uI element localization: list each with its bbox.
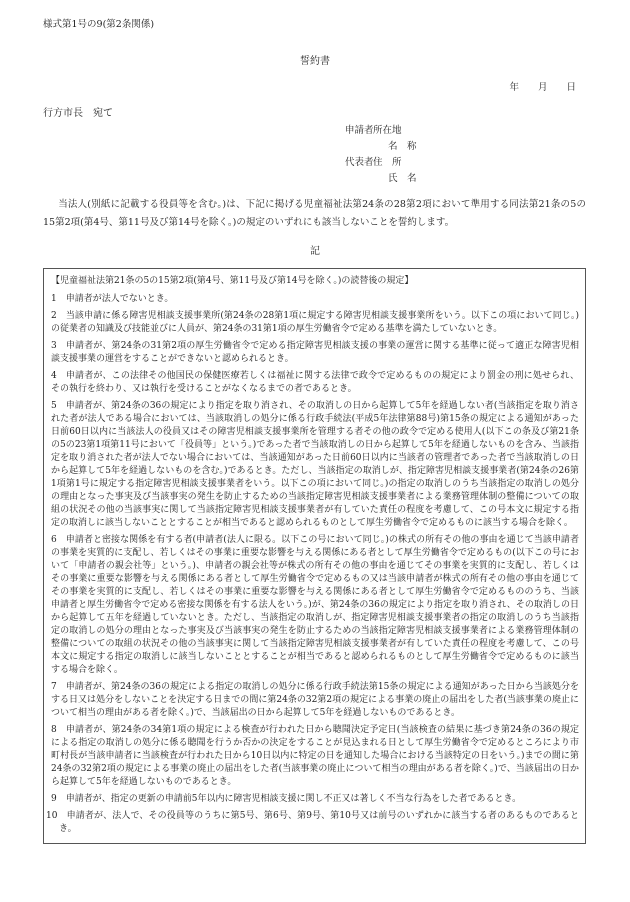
provision-item-2 <box>51 310 579 336</box>
provision-item-10 <box>46 810 579 836</box>
provision-text: 申請者が、この法律その他国民の保健医療若しくは福祉に関する法律で政令で定めるものの規定により罰金の刑に処せられ、その執行を終わり、又は執行を受けることがなくなるまでの者であるとき。 <box>51 371 579 394</box>
provision-text: 申請者が、指定の更新の申請前5年以内に障害児相談支援に関し不正又は著しく不当な行為をした者であるとき。 <box>65 794 522 804</box>
provision-item-3 <box>51 340 579 366</box>
provision-item-9 <box>51 793 579 806</box>
provision-item-1 <box>51 293 579 306</box>
provision-item-7 <box>51 681 579 720</box>
representative-address-label: 住 所 <box>373 157 402 168</box>
provision-number: 9 <box>51 794 57 804</box>
provision-number: 5 <box>51 401 57 411</box>
provision-text: 申請者が法人でないとき。 <box>65 294 174 304</box>
provision-text: 申請者が、第24条の34第1項の規定による検査が行われた日から聴聞決定予定日(当該検査の結果に基づき第24条の36の規定による指定の取消しの処分に係る聴聞を行うか否かの決定をすることが見込まれる日として厚生労働省令で定めるところにより市町村長が当該申請者に当該検査が行われた日から10日以内に特定の日を通知した場合における当該特定の日をいう。)までの間に第24条の32第2項の規定による事業の廃止の届出をした者(当該事業の廃止について相当の理由がある者を除く。)で、当該届出の日から起算して5年を経過しないものであるとき。 <box>51 725 579 787</box>
provision-item-5 <box>51 400 579 530</box>
provision-number: 1 <box>51 294 57 304</box>
provision-text: 申請者が、法人で、その役員等のうちに第5号、第6号、第9号、第10号又は前号のいずれかに該当する者のあるものであるとき。 <box>59 811 579 834</box>
representative-name-label: 氏 名 <box>388 173 417 184</box>
provision-number: 8 <box>51 725 57 735</box>
provision-item-8 <box>51 724 579 789</box>
applicant-name-label: 名 称 <box>388 141 417 152</box>
provisions-box <box>43 268 586 844</box>
applicant-address-label: 所在地 <box>373 125 402 136</box>
provision-text: 申請者が、第24条の36の規定により指定を取り消され、その取消しの日から起算して5年を経過しない者(当該指定を取り消された者が法人である場合においては、当該取消しの処分に係る行政手続法(平成5年法律第88号)第15条の規定による通知があった日前60日以内に当該法人の役員又はその障害児相談支援事業所を管理する者その他の政令で定める使用人(以下この条及び第21条の5の23第1項第11号において「役員等」という。)であった者で当該取消しの日から起算して5年を経過しないものを含み、当該指定を取り消された者が法人でない場合においては、当該通知があった日前60日以内に当該者の管理者であった者で当該取消しの日から起算して5年を経過しないものを含む。)であるとき。ただし、当該指定の取消しが、指定障害児相談支援事業者(第24条の26第1項第1号に規定する指定障害児相談支援事業者をいう。以下この項において同じ。)の指定の取消しのうち当該指定の取消しの処分の理由となった事実及び当該事実の発生を防止するための当該指定障害児相談支援事業者による業務管理体制の整備についての取組の状況その他の当該事実に関して当該指定障害児相談支援事業者が有していた責任の程度を考慮して、この号本文に規定する指定の取消しに該当しないこととすることが相当であると認められるものとして厚生労働省令で定めるものに該当する場合を除く。 <box>51 401 579 528</box>
provision-text: 申請者が、第24条の36の規定による指定の取消しの処分に係る行政手続法第15条の規定による通知があった日から当該処分をする日又は処分をしないことを決定する日までの間に第24条の32第2項の規定による事業の廃止の届出をした者(当該事業の廃止について相当の理由がある者を除く。)で、当該届出の日から起算して5年を経過しないものであるとき。 <box>51 682 579 718</box>
provision-item-4 <box>51 370 579 396</box>
provision-text: 当該申請に係る障害児相談支援事業所(第24条の28第1項に規定する障害児相談支援事業所をいう。以下この項において同じ。)の従業者の知識及び技能並びに人員が、第24条の31第1項の厚生労働省令で定める基準を満たしていないとき。 <box>51 311 579 334</box>
ki-marker: 記 <box>310 246 320 257</box>
representative-label: 代表者 <box>345 157 374 168</box>
provision-number: 3 <box>51 341 57 351</box>
provision-text: 申請者と密接な関係を有する者(申請者(法人に限る。以下この号において同じ。)の株式の所有その他の事由を通じて当該申請者の事業を実質的に支配し、若しくはその事業に重要な影響を与える関係にある者として厚生労働省令で定めるもの(以下この号において「申請者の親会社等」という。)、申請者の親会社等が株式の所有その他の事由を通じてその事業を実質的に支配し、若しくはその事業に重要な影響を与える関係にある者として厚生労働省令で定めるもの又は当該申請者が株式の所有その他の事由を通じてその事業を実質的に支配し、若しくはその事業に重要な影響を与える関係にある者として厚生労働省令で定めるもののうち、当該申請者と厚生労働省令で定める密接な関係を有する法人をいう。)が、第24条の36の規定により指定を取り消され、その取消しの日から起算して五年を経過していないとき。ただし、当該指定の取消しが、指定障害児相談支援事業者の指定の取消しのうち当該指定の取消しの処分の理由となった事実及び当該事実の発生を防止するための当該指定障害児相談支援事業者による業務管理体制の整備についての取組の状況その他の当該事実に関して当該指定障害児相談支援事業者が有していた責任の程度を考慮して、この号本文に規定する指定の取消しに該当しないこととすることが相当であると認められるものとして厚生労働省令で定めるものに該当する場合を除く。 <box>51 535 579 675</box>
document-title: 誓約書 <box>300 56 330 67</box>
pledge-statement: 当法人(別紙に記載する役員等を含む。)は、下記に掲げる児童福祉法第24条の28第2項において準用する同法第21条の5の15第2項(第4号、第11号及び第14号を除く。)の規定のいずれにも該当しないことを誓約します。 <box>43 199 586 228</box>
provision-text: 申請者が、第24条の31第2項の厚生労働省令で定める指定障害児相談支援の事業の運営に関する基準に従って適正な障害児相談支援事業の運営をすることができないと認められるとき。 <box>51 341 579 364</box>
applicant-label: 申請者 <box>345 125 374 136</box>
date-line: 年 月 日 <box>509 82 576 93</box>
provision-item-6 <box>51 534 579 677</box>
provision-number: 7 <box>51 682 57 692</box>
form-number: 様式第1号の9(第2条関係) <box>43 19 155 30</box>
provision-number: 2 <box>51 311 57 321</box>
provision-number: 6 <box>51 535 57 545</box>
provision-number: 10 <box>46 811 58 821</box>
provision-number: 4 <box>51 371 57 381</box>
addressee: 行方市長 宛て <box>43 108 113 119</box>
provisions-heading: 【児童福祉法第21条の5の15第2項(第4号、第11号及び第14号を除く。)の読替後の規定】 <box>51 276 414 286</box>
